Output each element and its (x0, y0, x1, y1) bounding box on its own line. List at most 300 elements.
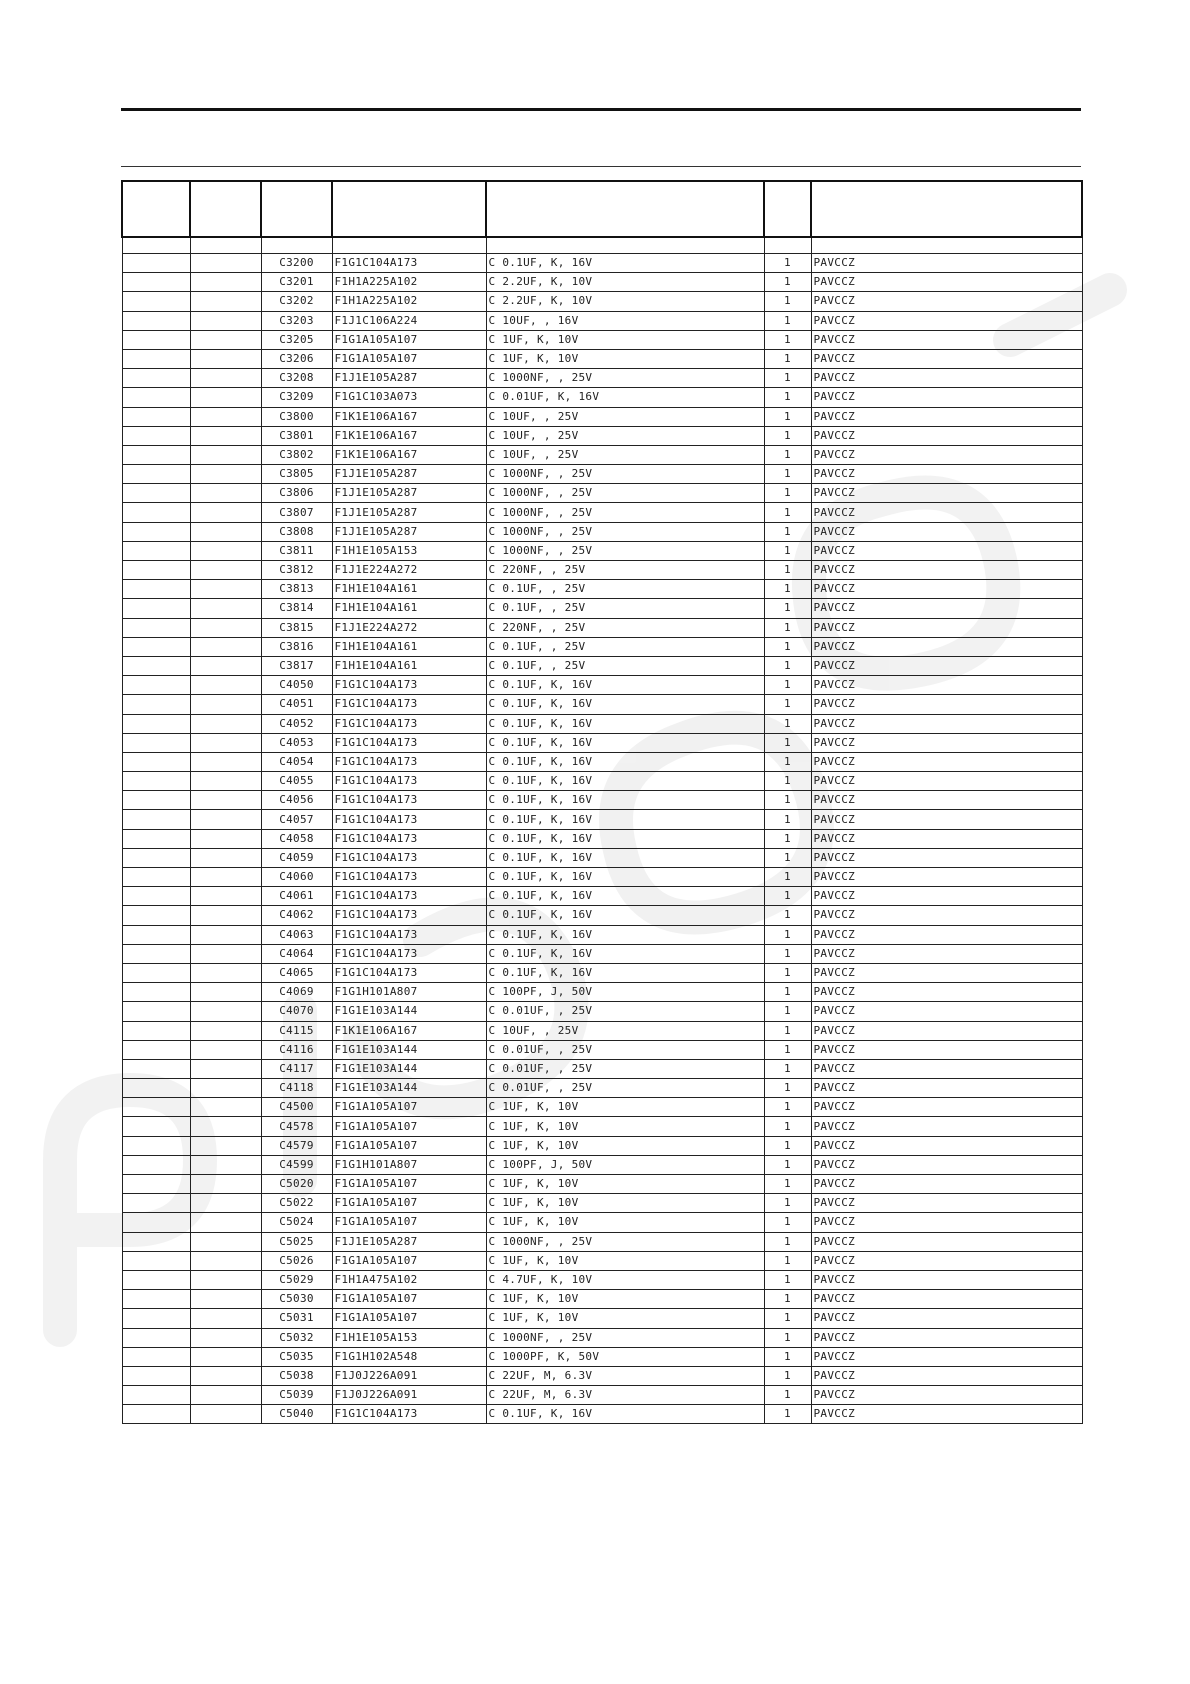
blank-cell (190, 292, 261, 311)
table-row (122, 656, 1082, 675)
remarks-cell: PAVCCZ (811, 1021, 1082, 1040)
description-cell: C 0.1UF, K, 16V (486, 810, 764, 829)
quantity-cell: 1 (764, 561, 811, 580)
table-row (122, 695, 1082, 714)
blank-cell (190, 1175, 261, 1194)
description-cell: C 220NF, , 25V (486, 561, 764, 580)
blank-cell (122, 810, 190, 829)
description-cell: C 0.01UF, , 25V (486, 1079, 764, 1098)
description-cell: C 100PF, J, 50V (486, 983, 764, 1002)
blank-cell (122, 1328, 190, 1347)
blank-cell (122, 1136, 190, 1155)
description-cell: C 1UF, K, 10V (486, 1251, 764, 1270)
part-no-cell: F1G1E103A144 (332, 1079, 486, 1098)
part-no-cell: F1G1E103A144 (332, 1059, 486, 1078)
table-row (122, 1059, 1082, 1078)
table-row (122, 1021, 1082, 1040)
ref-no-cell: C3817 (261, 656, 332, 675)
blank-cell (122, 254, 190, 273)
ref-no-cell: C3209 (261, 388, 332, 407)
table-row (122, 465, 1082, 484)
table-row (122, 1040, 1082, 1059)
ref-no-cell: C5035 (261, 1347, 332, 1366)
part-no-cell: F1G1C104A173 (332, 772, 486, 791)
ref-no-cell: C4054 (261, 752, 332, 771)
ref-no-cell: C5032 (261, 1328, 332, 1347)
blank-cell (190, 868, 261, 887)
ref-no-cell: C3201 (261, 273, 332, 292)
description-cell: C 0.1UF, K, 16V (486, 752, 764, 771)
description-cell: C 0.1UF, K, 16V (486, 906, 764, 925)
blank-cell (122, 1309, 190, 1328)
ref-no-cell: C4062 (261, 906, 332, 925)
blank-cell (122, 848, 190, 867)
ref-no-cell: C5039 (261, 1386, 332, 1405)
description-cell: C 0.1UF, K, 16V (486, 887, 764, 906)
quantity-cell: 1 (764, 426, 811, 445)
blank-cell (190, 848, 261, 867)
ref-no-cell: C4055 (261, 772, 332, 791)
blank-cell (190, 349, 261, 368)
blank-cell (122, 829, 190, 848)
remarks-cell: PAVCCZ (811, 599, 1082, 618)
description-cell: C 0.1UF, , 25V (486, 656, 764, 675)
blank-cell (190, 906, 261, 925)
blank-cell (190, 1347, 261, 1366)
quantity-cell: 1 (764, 887, 811, 906)
remarks-cell: PAVCCZ (811, 522, 1082, 541)
quantity-cell: 1 (764, 752, 811, 771)
remarks-cell: PAVCCZ (811, 1059, 1082, 1078)
remarks-cell: PAVCCZ (811, 1213, 1082, 1232)
quantity-cell: 1 (764, 848, 811, 867)
blank-cell (122, 752, 190, 771)
description-cell: C 22UF, M, 6.3V (486, 1366, 764, 1385)
remarks-cell: PAVCCZ (811, 829, 1082, 848)
description-cell: C 10UF, , 25V (486, 407, 764, 426)
description-cell: C 1000NF, , 25V (486, 465, 764, 484)
remarks-cell: PAVCCZ (811, 772, 1082, 791)
blank-cell (122, 944, 190, 963)
table-spacer-row (122, 237, 1082, 254)
description-cell: C 0.1UF, , 25V (486, 599, 764, 618)
ref-no-cell: C5025 (261, 1232, 332, 1251)
description-cell: C 1000NF, , 25V (486, 522, 764, 541)
blank-cell (190, 791, 261, 810)
blank-cell (122, 887, 190, 906)
part-no-cell: F1J1E105A287 (332, 1232, 486, 1251)
blank-cell (122, 925, 190, 944)
blank-cell (190, 465, 261, 484)
remarks-cell: PAVCCZ (811, 1155, 1082, 1174)
description-cell: C 10UF, , 16V (486, 311, 764, 330)
quantity-cell: 1 (764, 1366, 811, 1385)
remarks-cell: PAVCCZ (811, 848, 1082, 867)
quantity-cell: 1 (764, 254, 811, 273)
part-no-cell: F1G1A105A107 (332, 1117, 486, 1136)
blank-cell (190, 1194, 261, 1213)
blank-cell (122, 1175, 190, 1194)
description-cell: C 0.01UF, , 25V (486, 1059, 764, 1078)
blank-cell (122, 1347, 190, 1366)
quantity-cell: 1 (764, 925, 811, 944)
blank-cell (190, 1328, 261, 1347)
part-no-cell: F1K1E106A167 (332, 407, 486, 426)
quantity-cell: 1 (764, 1405, 811, 1424)
blank-cell (190, 618, 261, 637)
quantity-cell: 1 (764, 407, 811, 426)
description-cell: C 0.1UF, K, 16V (486, 868, 764, 887)
remarks-cell: PAVCCZ (811, 676, 1082, 695)
ref-no-cell: C3814 (261, 599, 332, 618)
quantity-cell: 1 (764, 1175, 811, 1194)
ref-no-cell: C3206 (261, 349, 332, 368)
quantity-cell: 1 (764, 772, 811, 791)
blank-cell (190, 311, 261, 330)
blank-cell (122, 676, 190, 695)
ref-no-cell: C4065 (261, 963, 332, 982)
blank-cell (190, 1117, 261, 1136)
ref-no-cell: C4117 (261, 1059, 332, 1078)
part-no-cell: F1G1A105A107 (332, 1309, 486, 1328)
header-cell (811, 181, 1082, 237)
remarks-cell: PAVCCZ (811, 1309, 1082, 1328)
remarks-cell: PAVCCZ (811, 714, 1082, 733)
table-row (122, 330, 1082, 349)
blank-cell (190, 541, 261, 560)
quantity-cell: 1 (764, 330, 811, 349)
description-cell: C 0.01UF, K, 16V (486, 388, 764, 407)
table-header-row (122, 181, 1082, 237)
table-row (122, 273, 1082, 292)
description-cell: C 1UF, K, 10V (486, 1117, 764, 1136)
quantity-cell: 1 (764, 1098, 811, 1117)
remarks-cell: PAVCCZ (811, 637, 1082, 656)
remarks-cell: PAVCCZ (811, 1136, 1082, 1155)
description-cell: C 0.1UF, K, 16V (486, 714, 764, 733)
part-no-cell: F1G1H101A807 (332, 983, 486, 1002)
description-cell: C 10UF, , 25V (486, 426, 764, 445)
remarks-cell: PAVCCZ (811, 695, 1082, 714)
table-row (122, 1328, 1082, 1347)
remarks-cell: PAVCCZ (811, 1194, 1082, 1213)
part-no-cell: F1G1A105A107 (332, 1290, 486, 1309)
part-no-cell: F1J1E105A287 (332, 522, 486, 541)
quantity-cell: 1 (764, 1232, 811, 1251)
blank-cell (122, 1290, 190, 1309)
quantity-cell: 1 (764, 637, 811, 656)
table-row (122, 1175, 1082, 1194)
quantity-cell: 1 (764, 868, 811, 887)
blank-cell (122, 1021, 190, 1040)
blank-cell (122, 1098, 190, 1117)
ref-no-cell: C5020 (261, 1175, 332, 1194)
blank-cell (190, 1079, 261, 1098)
quantity-cell: 1 (764, 311, 811, 330)
blank-cell (190, 772, 261, 791)
blank-cell (122, 868, 190, 887)
blank-cell (122, 1155, 190, 1174)
table-row (122, 868, 1082, 887)
blank-cell (122, 772, 190, 791)
part-no-cell: F1G1C104A173 (332, 752, 486, 771)
blank-cell (190, 656, 261, 675)
table-row (122, 1002, 1082, 1021)
part-no-cell: F1G1A105A107 (332, 1175, 486, 1194)
part-no-cell: F1G1A105A107 (332, 1136, 486, 1155)
part-no-cell: F1G1C104A173 (332, 1405, 486, 1424)
remarks-cell: PAVCCZ (811, 1347, 1082, 1366)
part-no-cell: F1G1E103A144 (332, 1002, 486, 1021)
ref-no-cell: C4118 (261, 1079, 332, 1098)
ref-no-cell: C4579 (261, 1136, 332, 1155)
table-row (122, 388, 1082, 407)
blank-cell (122, 369, 190, 388)
part-no-cell: F1J1E105A287 (332, 369, 486, 388)
blank-cell (122, 1386, 190, 1405)
remarks-cell: PAVCCZ (811, 1386, 1082, 1405)
quantity-cell: 1 (764, 484, 811, 503)
table-row (122, 676, 1082, 695)
description-cell: C 0.1UF, K, 16V (486, 1405, 764, 1424)
quantity-cell: 1 (764, 714, 811, 733)
table-row (122, 484, 1082, 503)
part-no-cell: F1G1C104A173 (332, 848, 486, 867)
description-cell: C 0.1UF, K, 16V (486, 944, 764, 963)
remarks-cell: PAVCCZ (811, 1270, 1082, 1289)
quantity-cell: 1 (764, 791, 811, 810)
description-cell: C 1UF, K, 10V (486, 1175, 764, 1194)
blank-cell (122, 733, 190, 752)
blank-cell (190, 273, 261, 292)
ref-no-cell: C4061 (261, 887, 332, 906)
blank-cell (122, 445, 190, 464)
blank-cell (122, 1270, 190, 1289)
blank-cell (122, 580, 190, 599)
remarks-cell: PAVCCZ (811, 810, 1082, 829)
table-row (122, 1232, 1082, 1251)
blank-cell (190, 714, 261, 733)
blank-cell (190, 829, 261, 848)
quantity-cell: 1 (764, 963, 811, 982)
description-cell: C 1UF, K, 10V (486, 1136, 764, 1155)
remarks-cell: PAVCCZ (811, 906, 1082, 925)
table-row (122, 963, 1082, 982)
blank-cell (122, 1002, 190, 1021)
blank-cell (122, 1194, 190, 1213)
remarks-cell: PAVCCZ (811, 1117, 1082, 1136)
remarks-cell: PAVCCZ (811, 752, 1082, 771)
blank-cell (122, 1232, 190, 1251)
blank-cell (190, 1098, 261, 1117)
header-cell (764, 181, 811, 237)
remarks-cell: PAVCCZ (811, 273, 1082, 292)
blank-cell (190, 484, 261, 503)
blank-cell (122, 561, 190, 580)
table-row (122, 637, 1082, 656)
quantity-cell: 1 (764, 906, 811, 925)
ref-no-cell: C5030 (261, 1290, 332, 1309)
description-cell: C 4.7UF, K, 10V (486, 1270, 764, 1289)
ref-no-cell: C3802 (261, 445, 332, 464)
remarks-cell: PAVCCZ (811, 407, 1082, 426)
description-cell: C 0.1UF, K, 16V (486, 695, 764, 714)
blank-cell (190, 676, 261, 695)
blank-cell (190, 1213, 261, 1232)
header-cell (332, 181, 486, 237)
ref-no-cell: C4052 (261, 714, 332, 733)
remarks-cell: PAVCCZ (811, 656, 1082, 675)
description-cell: C 1000NF, , 25V (486, 1232, 764, 1251)
blank-cell (122, 273, 190, 292)
description-cell: C 0.1UF, K, 16V (486, 963, 764, 982)
quantity-cell: 1 (764, 1002, 811, 1021)
blank-cell (122, 388, 190, 407)
ref-no-cell: C3816 (261, 637, 332, 656)
ref-no-cell: C4064 (261, 944, 332, 963)
table-row (122, 311, 1082, 330)
blank-cell (190, 1002, 261, 1021)
ref-no-cell: C5024 (261, 1213, 332, 1232)
remarks-cell: PAVCCZ (811, 1175, 1082, 1194)
description-cell: C 220NF, , 25V (486, 618, 764, 637)
quantity-cell: 1 (764, 541, 811, 560)
description-cell: C 1000NF, , 25V (486, 369, 764, 388)
quantity-cell: 1 (764, 829, 811, 848)
ref-no-cell: C3811 (261, 541, 332, 560)
ref-no-cell: C4578 (261, 1117, 332, 1136)
ref-no-cell: C3200 (261, 254, 332, 273)
remarks-cell: PAVCCZ (811, 1232, 1082, 1251)
part-no-cell: F1G1C104A173 (332, 944, 486, 963)
blank-cell (122, 695, 190, 714)
table-row (122, 1117, 1082, 1136)
description-cell: C 0.1UF, K, 16V (486, 791, 764, 810)
blank-cell (190, 1309, 261, 1328)
top-thin-rule (121, 166, 1081, 167)
ref-no-cell: C4500 (261, 1098, 332, 1117)
remarks-cell: PAVCCZ (811, 503, 1082, 522)
quantity-cell: 1 (764, 1309, 811, 1328)
blank-cell (190, 426, 261, 445)
remarks-cell: PAVCCZ (811, 484, 1082, 503)
quantity-cell: 1 (764, 580, 811, 599)
blank-cell (190, 445, 261, 464)
blank-cell (122, 330, 190, 349)
header-cell (122, 181, 190, 237)
table-row (122, 829, 1082, 848)
part-no-cell: F1J1E105A287 (332, 503, 486, 522)
blank-cell (190, 1232, 261, 1251)
description-cell: C 1UF, K, 10V (486, 1309, 764, 1328)
part-no-cell: F1G1C104A173 (332, 254, 486, 273)
ref-no-cell: C3805 (261, 465, 332, 484)
table-row (122, 772, 1082, 791)
description-cell: C 1UF, K, 10V (486, 1194, 764, 1213)
description-cell: C 1UF, K, 10V (486, 349, 764, 368)
quantity-cell: 1 (764, 695, 811, 714)
part-no-cell: F1G1C103A073 (332, 388, 486, 407)
table-row (122, 599, 1082, 618)
quantity-cell: 1 (764, 1079, 811, 1098)
table-row (122, 983, 1082, 1002)
part-no-cell: F1G1C104A173 (332, 791, 486, 810)
part-no-cell: F1J1C106A224 (332, 311, 486, 330)
table-row (122, 810, 1082, 829)
part-no-cell: F1G1H102A548 (332, 1347, 486, 1366)
remarks-cell: PAVCCZ (811, 1079, 1082, 1098)
ref-no-cell: C5029 (261, 1270, 332, 1289)
blank-cell (122, 503, 190, 522)
remarks-cell: PAVCCZ (811, 983, 1082, 1002)
part-no-cell: F1H1E105A153 (332, 1328, 486, 1347)
ref-no-cell: C4057 (261, 810, 332, 829)
quantity-cell: 1 (764, 1059, 811, 1078)
description-cell: C 22UF, M, 6.3V (486, 1386, 764, 1405)
part-no-cell: F1G1H101A807 (332, 1155, 486, 1174)
ref-no-cell: C4056 (261, 791, 332, 810)
part-no-cell: F1K1E106A167 (332, 426, 486, 445)
blank-cell (122, 292, 190, 311)
remarks-cell: PAVCCZ (811, 1328, 1082, 1347)
description-cell: C 0.1UF, K, 16V (486, 772, 764, 791)
part-no-cell: F1G1C104A173 (332, 925, 486, 944)
description-cell: C 1000NF, , 25V (486, 503, 764, 522)
blank-cell (190, 733, 261, 752)
header-cell (261, 181, 332, 237)
table-row (122, 925, 1082, 944)
quantity-cell: 1 (764, 369, 811, 388)
ref-no-cell: C4059 (261, 848, 332, 867)
ref-no-cell: C3208 (261, 369, 332, 388)
description-cell: C 1UF, K, 10V (486, 330, 764, 349)
blank-cell (122, 1040, 190, 1059)
ref-no-cell: C5022 (261, 1194, 332, 1213)
ref-no-cell: C4051 (261, 695, 332, 714)
part-no-cell: F1K1E106A167 (332, 445, 486, 464)
ref-no-cell: C4115 (261, 1021, 332, 1040)
ref-no-cell: C3202 (261, 292, 332, 311)
ref-no-cell: C3203 (261, 311, 332, 330)
table-row (122, 848, 1082, 867)
remarks-cell: PAVCCZ (811, 426, 1082, 445)
table-row (122, 1155, 1082, 1174)
part-no-cell: F1K1E106A167 (332, 1021, 486, 1040)
blank-cell (122, 1251, 190, 1270)
description-cell: C 1000PF, K, 50V (486, 1347, 764, 1366)
blank-cell (122, 465, 190, 484)
quantity-cell: 1 (764, 1136, 811, 1155)
ref-no-cell: C4060 (261, 868, 332, 887)
blank-cell (190, 1059, 261, 1078)
table-row (122, 752, 1082, 771)
remarks-cell: PAVCCZ (811, 388, 1082, 407)
description-cell: C 1000NF, , 25V (486, 484, 764, 503)
blank-cell (190, 388, 261, 407)
part-no-cell: F1G1C104A173 (332, 695, 486, 714)
blank-cell (122, 599, 190, 618)
blank-cell (122, 906, 190, 925)
remarks-cell: PAVCCZ (811, 311, 1082, 330)
description-cell: C 0.1UF, K, 16V (486, 925, 764, 944)
blank-cell (190, 407, 261, 426)
description-cell: C 0.1UF, K, 16V (486, 676, 764, 695)
quantity-cell: 1 (764, 676, 811, 695)
part-no-cell: F1G1C104A173 (332, 676, 486, 695)
ref-no-cell: C3800 (261, 407, 332, 426)
ref-no-cell: C3812 (261, 561, 332, 580)
table-row (122, 733, 1082, 752)
